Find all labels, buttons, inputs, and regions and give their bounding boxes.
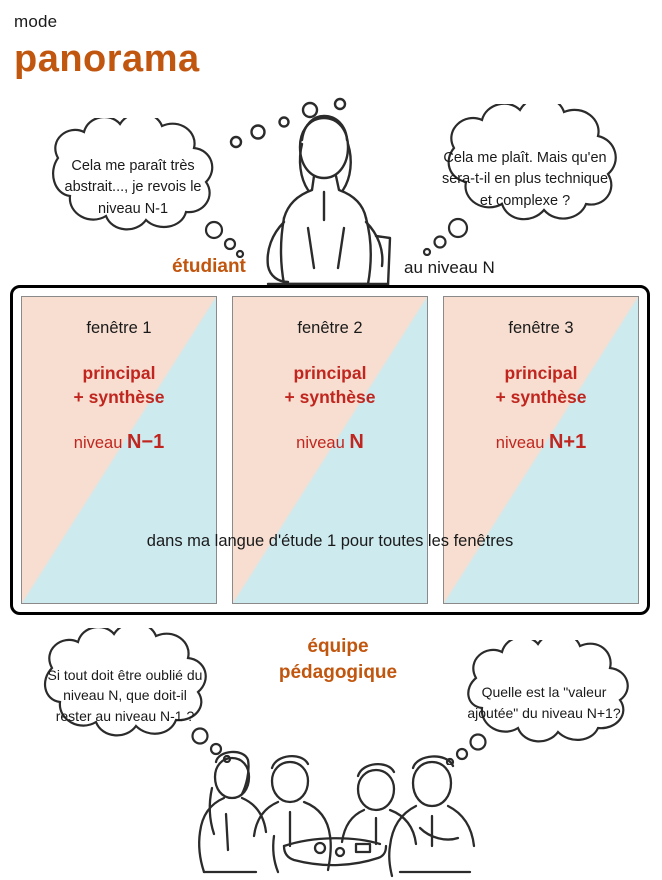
window-2-main: [233, 362, 427, 409]
window-3-main-line2: + synthèse: [495, 386, 587, 407]
role-label-team-line2: pédagogique: [278, 661, 398, 683]
thought-bubble-top-left: [18, 118, 248, 258]
window-1-level: [22, 431, 216, 454]
window-1-title: fenêtre 1: [86, 319, 152, 337]
thought-bubble-bottom-right-text: Quelle est la "valeur ajoutée" du niveau N+1?: [467, 684, 621, 721]
window-1-main-line2: + synthèse: [73, 386, 165, 407]
thought-bubble-bottom-left-text: Si tout doit être oublié du niveau N, que doit-il rester au niveau N-1 ?: [47, 667, 203, 724]
window-3-level: [444, 431, 638, 454]
window-1-level-prefix: niveau: [73, 434, 127, 453]
student-figure-icon: [228, 96, 418, 291]
window-1-level-value: N−1: [126, 431, 165, 454]
role-label-student-level: au niveau N: [404, 258, 495, 277]
window-3-main-line1: principal: [504, 363, 578, 383]
window-1[interactable]: [21, 296, 217, 604]
top-illustration-scene: [0, 100, 662, 290]
role-label-team: [258, 634, 418, 685]
panel-footer-note: dans ma langue d'étude 1 pour toutes les fenêtres: [146, 532, 514, 550]
window-2-level-prefix: niveau: [296, 434, 350, 453]
window-2-level: [233, 431, 427, 454]
window-2-level-value: N: [349, 431, 364, 454]
window-2-main-line1: principal: [293, 363, 367, 383]
thought-bubble-top-left-text: Cela me paraît très abstrait..., je revois le niveau N-1: [64, 158, 202, 217]
windows-row: [21, 296, 639, 604]
window-1-main-line1: principal: [82, 363, 156, 383]
team-group-icon: [180, 718, 480, 878]
mode-label: mode: [14, 12, 58, 31]
window-1-main: [22, 362, 216, 409]
window-2[interactable]: [232, 296, 428, 604]
window-2-main-line2: + synthèse: [284, 386, 376, 407]
window-3[interactable]: [443, 296, 639, 604]
role-label-team-line1: équipe: [307, 636, 369, 657]
windows-panel: [10, 285, 650, 615]
window-3-title: fenêtre 3: [508, 319, 574, 337]
window-3-level-value: N+1: [548, 431, 587, 454]
window-3-level-prefix: niveau: [495, 434, 549, 453]
thought-bubble-top-right-text: Cela me plaît. Mais qu'en sera-t-il en plus technique et complexe ?: [441, 150, 609, 209]
window-3-main: [444, 362, 638, 409]
role-label-student: étudiant: [172, 256, 246, 277]
window-2-title: fenêtre 2: [297, 319, 363, 337]
page-title: panorama: [14, 38, 200, 80]
thought-bubble-top-right: [410, 104, 640, 256]
page-header: [14, 12, 634, 78]
